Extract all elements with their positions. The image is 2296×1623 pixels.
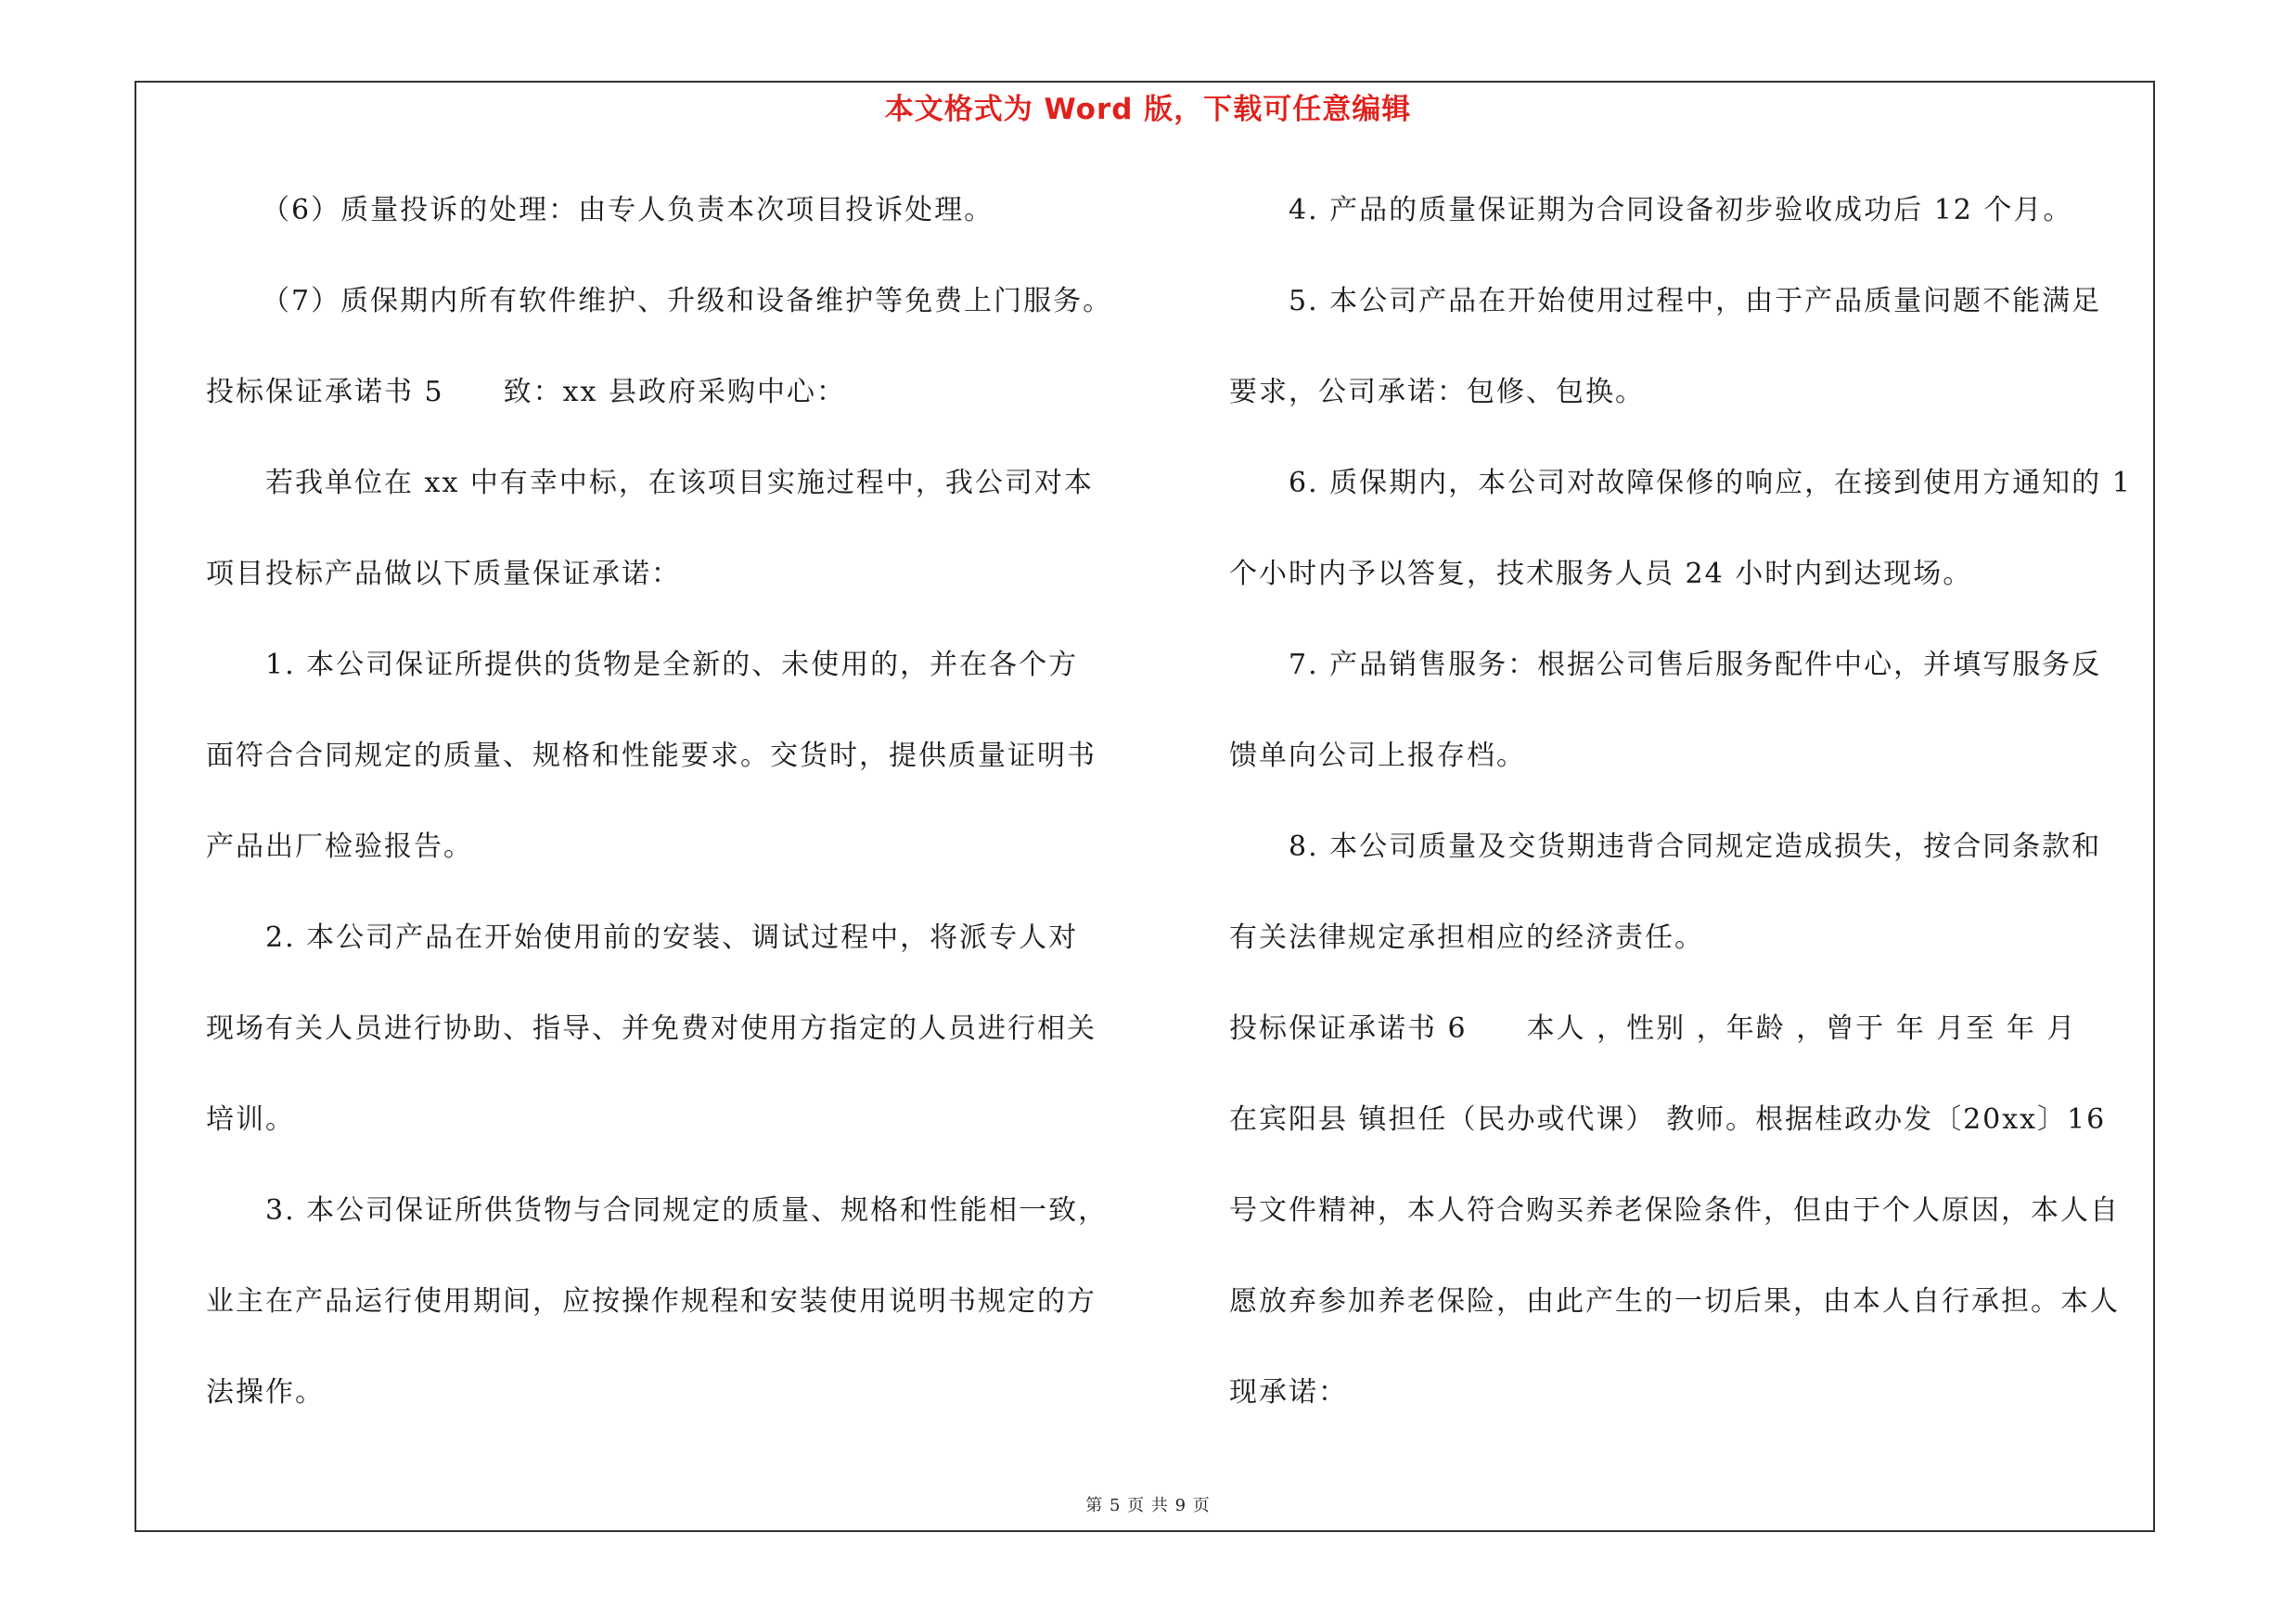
paragraph-line: 6. 质保期内，本公司对故障保修的响应，在接到使用方通知的 1	[1289, 467, 2132, 499]
paragraph-line: 馈单向公司上报存档。	[1229, 740, 1526, 772]
paragraph-line: 要求，公司承诺：包修、包换。	[1229, 376, 1645, 408]
paragraph-line: 在宾阳县 镇担任（民办或代课） 教师。根据桂政办发〔20xx〕16	[1229, 1103, 2107, 1136]
page-number-footer: 第 5 页 共 9 页	[1085, 1496, 1211, 1515]
paragraph-line: 个小时内予以答复，技术服务人员 24 小时内到达现场。	[1229, 558, 1973, 590]
section-heading-line: 投标保证承诺书 6 本人 ，性别 ，年龄 ，曾于 年 月至 年 月	[1229, 1012, 2077, 1045]
paragraph-line: 2. 本公司产品在开始使用前的安装、调试过程中，将派专人对	[265, 921, 1079, 954]
paragraph-line: 项目投标产品做以下质量保证承诺：	[206, 558, 681, 590]
paragraph-line: 5. 本公司产品在开始使用过程中，由于产品质量问题不能满足	[1289, 285, 2102, 317]
paragraph-line: 法操作。	[206, 1376, 325, 1409]
paragraph-line: 业主在产品运行使用期间，应按操作规程和安装使用说明书规定的方	[206, 1285, 1097, 1318]
paragraph-line: 3. 本公司保证所供货物与合同规定的质量、规格和性能相一致，	[265, 1194, 1109, 1227]
paragraph-line: 有关法律规定承担相应的经济责任。	[1229, 921, 1704, 954]
right-column	[1229, 165, 2157, 1438]
paragraph-line: 号文件精神，本人符合购买养老保险条件，但由于个人原因，本人自	[1229, 1194, 2120, 1227]
section-heading-line: 投标保证承诺书 5 致：xx 县政府采购中心：	[206, 376, 846, 408]
paragraph-line: 4. 产品的质量保证期为合同设备初步验收成功后 12 个月。	[1289, 194, 2073, 226]
paragraph-line: 产品出厂检验报告。	[206, 831, 473, 863]
paragraph-line: 1. 本公司保证所提供的货物是全新的、未使用的，并在各个方	[265, 649, 1079, 681]
paragraph-line: 愿放弃参加养老保险，由此产生的一切后果，由本人自行承担。本人	[1229, 1285, 2120, 1318]
left-column	[206, 165, 1134, 1438]
paragraph-line: 培训。	[206, 1103, 295, 1136]
paragraph-line: 7. 产品销售服务：根据公司售后服务配件中心，并填写服务反	[1289, 649, 2102, 681]
word-format-banner: 本文格式为 Word 版，下载可任意编辑	[884, 93, 1412, 126]
paragraph-line: （7）质保期内所有软件维护、升级和设备维护等免费上门服务。	[262, 285, 1113, 317]
paragraph-line: （6）质量投诉的处理：由专人负责本次项目投诉处理。	[262, 194, 994, 226]
paragraph-line: 8. 本公司质量及交货期违背合同规定造成损失，按合同条款和	[1289, 831, 2102, 863]
paragraph-line: 若我单位在 xx 中有幸中标，在该项目实施过程中，我公司对本	[265, 467, 1094, 499]
paragraph-line: 面符合合同规定的质量、规格和性能要求。交货时，提供质量证明书	[206, 740, 1097, 772]
paragraph-line: 现场有关人员进行协助、指导、并免费对使用方指定的人员进行相关	[206, 1012, 1097, 1045]
paragraph-line: 现承诺：	[1229, 1376, 1348, 1409]
